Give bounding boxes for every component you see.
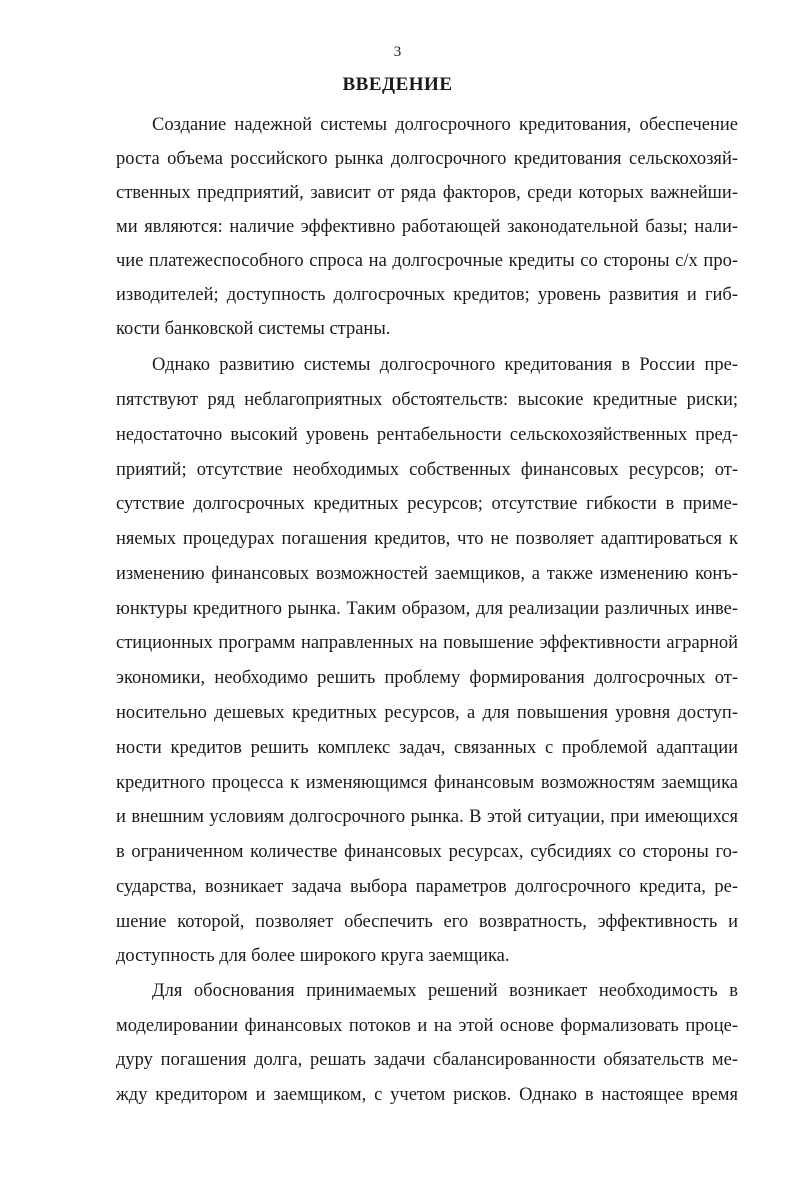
- text-line: в ограниченном количестве финансовых ресурсах, субсидиях со стороны го-: [116, 842, 738, 862]
- text-line: приятий; отсутствие необходимых собственных финансовых ресурсов; от-: [116, 460, 738, 480]
- text-line: моделировании финансовых потоков и на этой основе формализовать проце-: [116, 1016, 738, 1036]
- text-line: недостаточно высокий уровень рентабельности сельскохозяйственных пред-: [116, 425, 738, 445]
- page-number: 3: [393, 44, 402, 60]
- page-title: ВВЕДЕНИЕ: [342, 74, 453, 95]
- text-line: дуру погашения долга, решать задачи сбалансированности обязательств ме-: [116, 1050, 738, 1070]
- text-line: няемых процедурах погашения кредитов, что не позволяет адаптироваться к: [116, 529, 738, 549]
- text-line: изводителей; доступность долгосрочных кредитов; уровень развития и гиб-: [116, 285, 738, 305]
- text-line: жду кредитором и заемщиком, с учетом рисков. Однако в настоящее время: [116, 1085, 738, 1105]
- text-line: ми являются: наличие эффективно работающей законодательной базы; нали-: [116, 217, 738, 237]
- text-line: кредитного процесса к изменяющимся финансовым возможностям заемщика: [116, 773, 738, 793]
- text-line: чие платежеспособного спроса на долгосрочные кредиты со стороны с/х про-: [116, 251, 738, 271]
- text-line: экономики, необходимо решить проблему формирования долгосрочных от-: [116, 668, 738, 688]
- text-line: Однако развитию системы долгосрочного кредитования в России пре-: [152, 355, 738, 375]
- text-line: пятствуют ряд неблагоприятных обстоятельств: высокие кредитные риски;: [116, 390, 738, 410]
- text-line: Создание надежной системы долгосрочного кредитования, обеспечение: [152, 115, 738, 135]
- text-line: роста объема российского рынка долгосрочного кредитования сельскохозяй-: [116, 149, 738, 169]
- text-line: кости банковской системы страны.: [116, 319, 391, 339]
- text-line: сударства, возникает задача выбора параметров долгосрочного кредита, ре-: [116, 877, 738, 897]
- text-line: ности кредитов решить комплекс задач, связанных с проблемой адаптации: [116, 738, 738, 758]
- text-line: носительно дешевых кредитных ресурсов, а для повышения уровня доступ-: [116, 703, 738, 723]
- text-line: доступность для более широкого круга заемщика.: [116, 946, 510, 966]
- text-line: сутствие долгосрочных кредитных ресурсов; отсутствие гибкости в приме-: [116, 494, 738, 514]
- text-line: шение которой, позволяет обеспечить его возвратность, эффективность и: [116, 912, 738, 932]
- text-line: Для обоснования принимаемых решений возникает необходимость в: [152, 981, 738, 1001]
- text-line: и внешним условиям долгосрочного рынка. В этой ситуации, при имеющихся: [116, 807, 738, 827]
- text-line: стиционных программ направленных на повышение эффективности аграрной: [116, 633, 738, 653]
- text-line: юнктуры кредитного рынка. Таким образом, для реализации различных инве-: [116, 599, 738, 619]
- text-line: ственных предприятий, зависит от ряда факторов, среди которых важнейши-: [116, 183, 738, 203]
- text-line: изменению финансовых возможностей заемщиков, а также изменению конъ-: [116, 564, 738, 584]
